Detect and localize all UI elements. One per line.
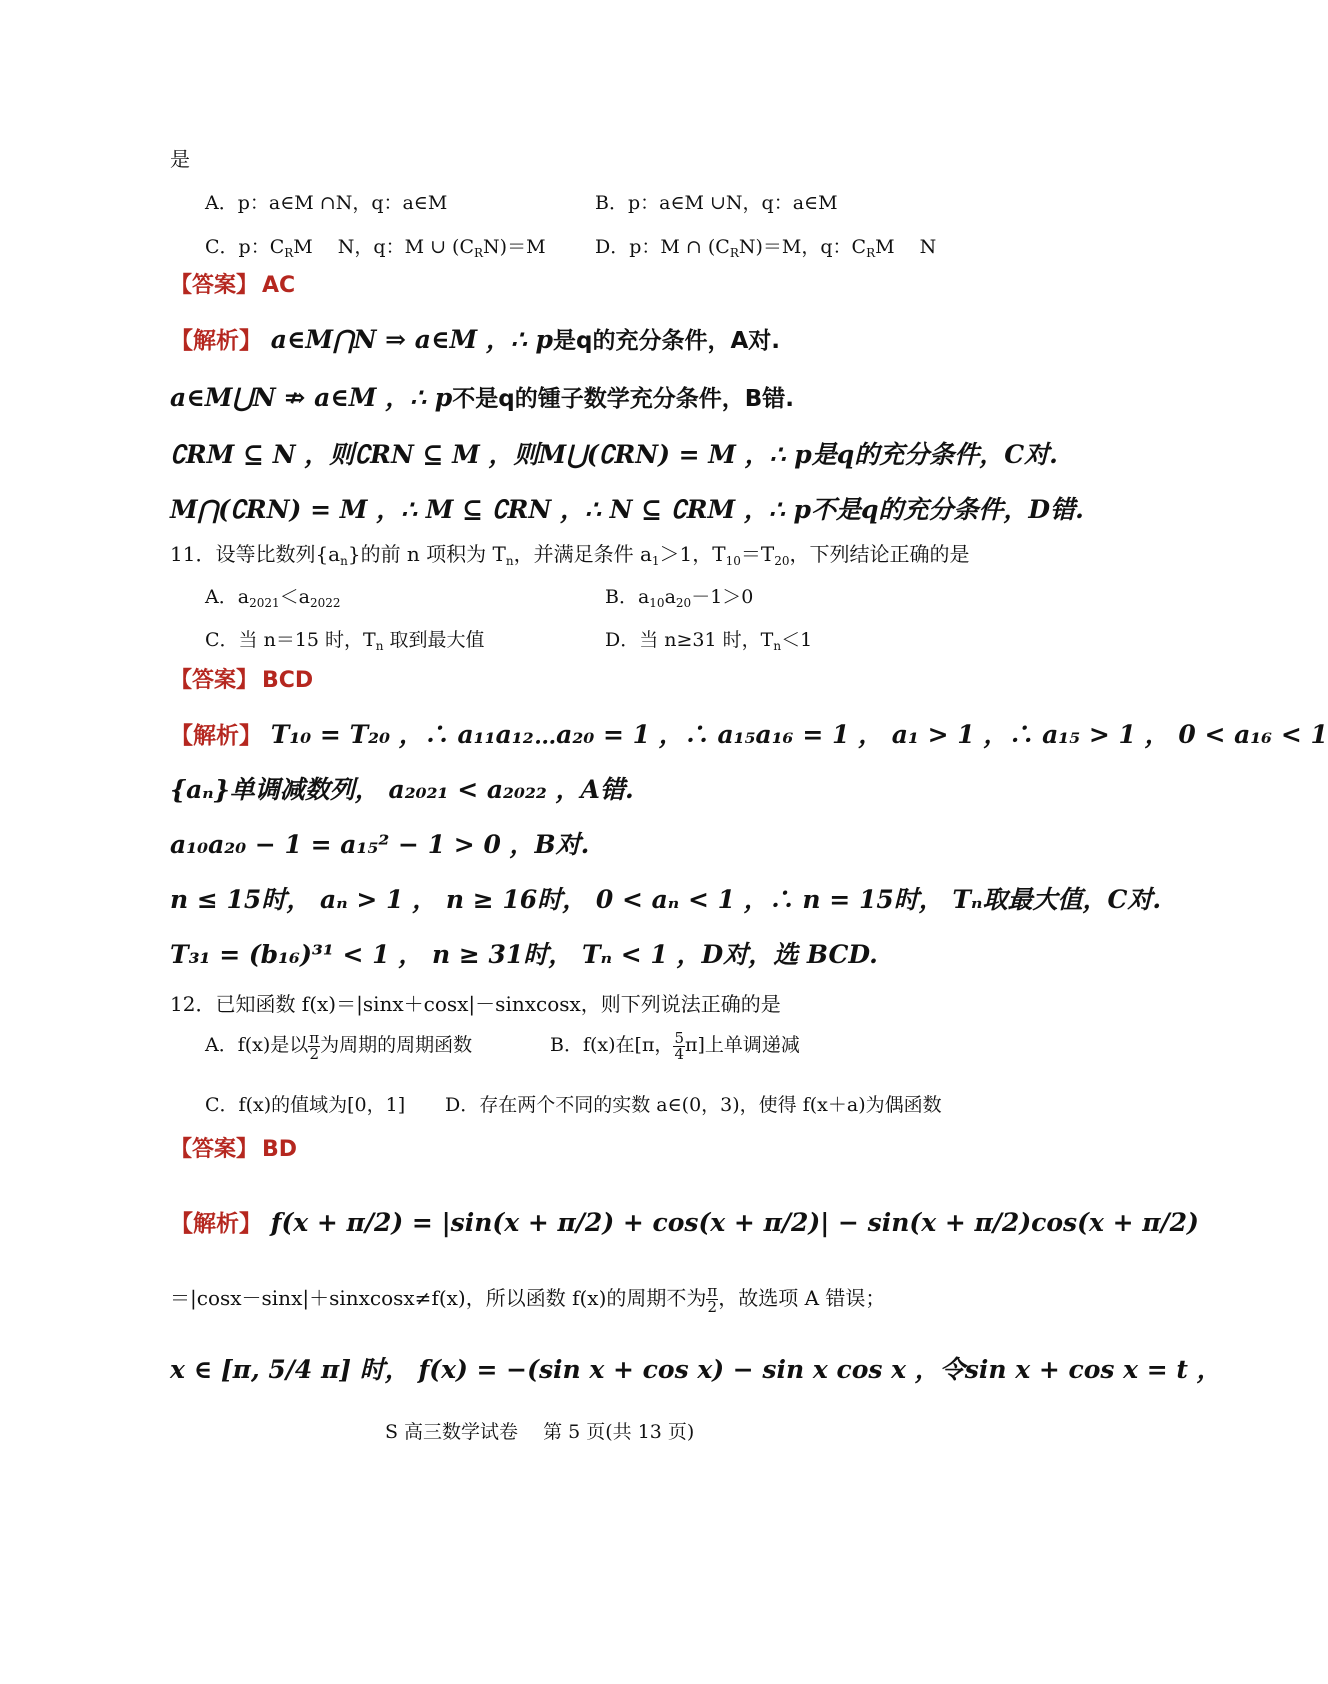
page-footer: S 高三数学试卷 第 5 页(共 13 页) <box>385 1421 695 1443</box>
answer-value: BCD <box>262 668 314 693</box>
q12-analysis-line-3: x ∈ [π, 5/4 π] 时， f(x) = −(sin x + cos x) − sin x cos x ，令sin x + cos x = t ， <box>170 1355 1222 1384</box>
q10-answer <box>170 268 295 299</box>
analysis-label: 【解析】 <box>170 1211 262 1237</box>
q10-analysis-line-2: a∈M⋃N ⇏ a∈M ，∴ p不是q的锺子数学充分条件，B错. <box>170 383 794 412</box>
q10-option-a: A．p：a∈M ∩N，q：a∈M <box>205 192 448 214</box>
q11-option-a: A．$a_{2021}<a_{2022}$ <box>205 586 341 610</box>
q11-analysis-line-4: n ≤ 15时， aₙ > 1 ， n ≥ 16时， 0 < aₙ < 1 ，∴ n = 15时， Tₙ取最大值，C对. <box>170 885 1162 914</box>
q12-option-a: A．f(x)是以 $\frac{\pi}{2}$ 为周期的周期函数 <box>205 1028 473 1063</box>
q12-stem: 12．已知函数 f(x)＝|sinx＋cosx|－sinxcosx，则下列说法正确的是 <box>170 992 781 1016</box>
q12-analysis-line-1: 【解析】 f(x + π/2) = |sin(x + π/2) + cos(x + π/2)| − sin(x + π/2)cos(x + π/2) <box>170 1208 1199 1237</box>
q12-option-d: D．存在两个不同的实数 a∈(0，3)，使得 f(x＋a)为偶函数 <box>445 1094 942 1116</box>
q10-option-c: C．p：$C_RM$ N，q：M ∪ $(C_RN)=M$ <box>205 236 546 260</box>
q11-stem: 11．设等比数列$\{a_n\}$的前 n 项积为 $T_n$，并满足条件 $a_1>1$，$T_{10}=T_{20}$，下列结论正确的是 <box>170 542 970 568</box>
q11-option-b: B．$a_{10}a_{20}-1>0$ <box>605 586 754 610</box>
q12-analysis-line-2: ＝|cosx－sinx|＋sinxcosx≠f(x)，所以函数 f(x)的周期不为 $\frac{\pi}{2}$ ，故选项 A 错误； <box>170 1282 886 1316</box>
q10-analysis-line-1: 【解析】 a∈M⋂N ⇒ a∈M ，∴ p是q的充分条件，A对. <box>170 325 780 354</box>
q11-analysis-line-1: 【解析】 T₁₀ = T₂₀ ，∴ a₁₁a₁₂⋯a₂₀ = 1 ，∴ a₁₅a₁₆ = 1 ， a₁ > 1 ，∴ a₁₅ > 1 ， 0 < a₁₆ < 1 <box>170 720 1328 749</box>
q11-option-d: D．当 n≥31 时，$T_n<1$ <box>605 629 813 653</box>
q11-answer <box>170 663 313 694</box>
q10-analysis-line-4: M⋂(∁RN) = M ，∴ M ⊆ ∁RN ，∴ N ⊆ ∁RM ，∴ p不是q的充分条件，D错. <box>170 495 1084 524</box>
answer-value: BD <box>262 1137 298 1162</box>
answer-label: 【答案】 <box>170 668 259 693</box>
q12-option-b: B．f(x)在[π， $\frac{5}{4}$ π]上单调递减 <box>550 1028 800 1063</box>
analysis-label: 【解析】 <box>170 328 262 354</box>
q10-analysis-line-3: ∁RM ⊆ N ，则∁RN ⊆ M ，则M⋃(∁RN) = M ，∴ p是q的充分条件，C对. <box>170 440 1058 469</box>
q10-option-b: B．p：a∈M ∪N，q：a∈M <box>595 192 838 214</box>
q11-option-c: C．当 n＝15 时，$T_n$ 取到最大值 <box>205 629 485 653</box>
answer-label: 【答案】 <box>170 273 259 298</box>
answer-label: 【答案】 <box>170 1137 259 1162</box>
q11-analysis-line-5: T₃₁ = (b₁₆)³¹ < 1 ， n ≥ 31时， Tₙ < 1 ，D对，选 BCD. <box>170 940 878 969</box>
q10-option-d: D．p：M ∩ $(C_RN)=M$，q：$C_RM$ N <box>595 236 937 260</box>
q11-analysis-line-2: {aₙ}单调减数列， a₂₀₂₁ < a₂₀₂₂ ，A错. <box>170 775 634 804</box>
analysis-label: 【解析】 <box>170 723 262 749</box>
intro-tail: 是 <box>170 147 190 171</box>
q11-analysis-line-3: a₁₀a₂₀ − 1 = a₁₅² − 1 > 0 ，B对. <box>170 830 590 859</box>
q12-answer <box>170 1132 297 1163</box>
answer-value: AC <box>262 273 296 298</box>
q12-option-c: C．f(x)的值域为[0，1] <box>205 1094 406 1116</box>
